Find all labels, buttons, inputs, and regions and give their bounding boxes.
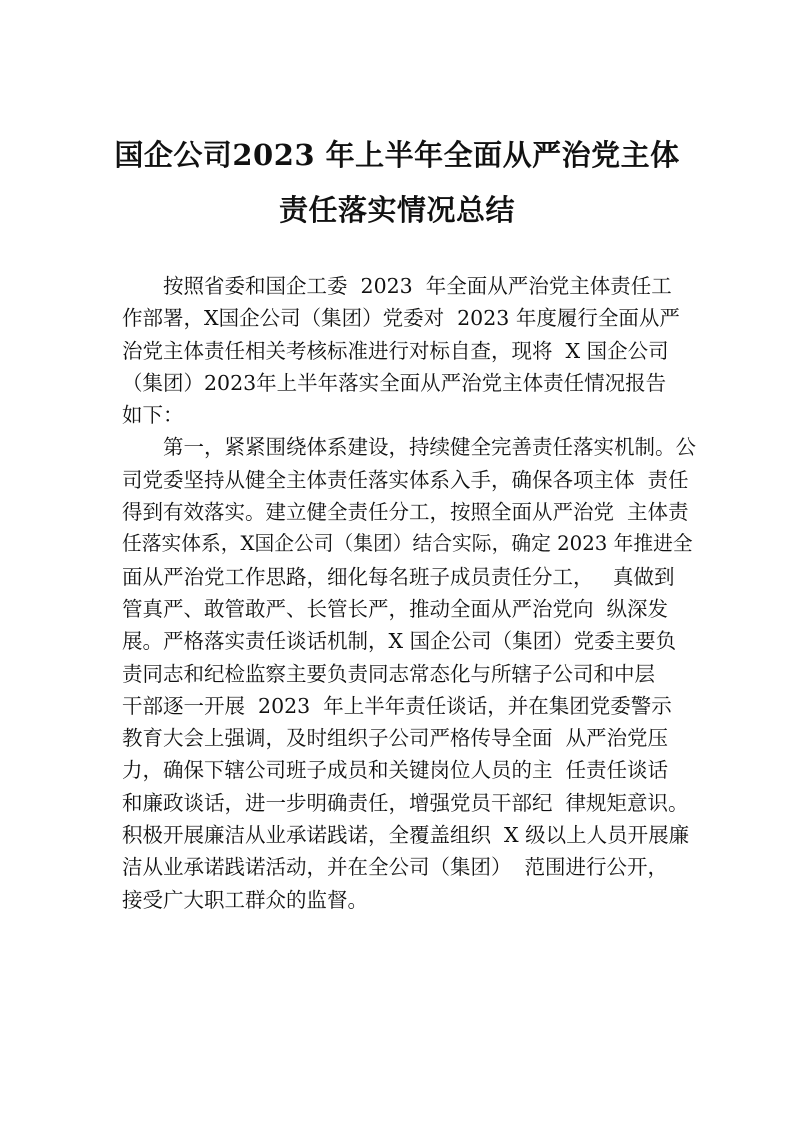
text-line: 洁从业承诺践诺活动，并在全公司（集团） 范围进行公开， [122, 855, 669, 880]
title-line-2: 责任落实情况总结 [278, 193, 515, 227]
text-line: 作部署，X国企公司（集团）党委对 2023 年度履行全面从严 [122, 306, 680, 331]
text-line: 任落实体系，X国企公司（集团）结合实际，确定 2023 年推进全 [122, 532, 693, 556]
text-line: 教育大会上强调，及时组织子公司严格传导全面 从严治党压 [122, 726, 669, 751]
text-line: 如下： [122, 403, 184, 428]
text-line: 接受广大职工群众的监督。 [122, 887, 368, 912]
text-line: 按照省委和国企工委 2023 年全面从严治党主体责任工 [163, 274, 672, 298]
text-line: 管真严、敢管敢严、长管长严，推动全面从严治党向 纵深发 [122, 596, 669, 621]
document-body [122, 270, 696, 916]
title-line-1: 国企公司2023 年上半年全面从严治党主体 [114, 138, 680, 172]
text-line: （集团）2023年上半年落实全面从严治党主体责任情况报告 [122, 370, 667, 395]
text-line: 和廉政谈话，进一步明确责任，增强党员干部纪 律规矩意识。 [122, 790, 689, 815]
text-line: 第一，紧紧围绕体系建设，持续健全完善责任落实机制。公 [163, 435, 696, 460]
text-line: 积极开展廉洁从业承诺践诺，全覆盖组织 X 级以上人员开展廉 [122, 823, 690, 848]
document-title [90, 128, 704, 238]
paragraph-2 [122, 431, 696, 915]
text-line: 力，确保下辖公司班子成员和关键岗位人员的主 任责任谈话 [122, 758, 669, 783]
text-line: 得到有效落实。建立健全责任分工，按照全面从严治党 主体责 [122, 500, 689, 525]
text-line: 司党委坚持从健全主体责任落实体系入手，确保各项主体 责任 [122, 467, 689, 492]
paragraph-1 [122, 270, 696, 431]
text-line: 面从严治党工作思路，细化每名班子成员责任分工， 真做到 [122, 564, 675, 589]
text-line: 责同志和纪检监察主要负责同志常态化与所辖子公司和中层 [122, 661, 655, 686]
text-line: 治党主体责任相关考核标准进行对标自查，现将 X 国企公司 [122, 338, 669, 363]
text-line: 干部逐一开展 2023 年上半年责任谈话，并在集团党委警示 [122, 693, 672, 718]
text-line: 展。严格落实责任谈话机制，X 国企公司（集团）党委主要负 [122, 629, 677, 654]
